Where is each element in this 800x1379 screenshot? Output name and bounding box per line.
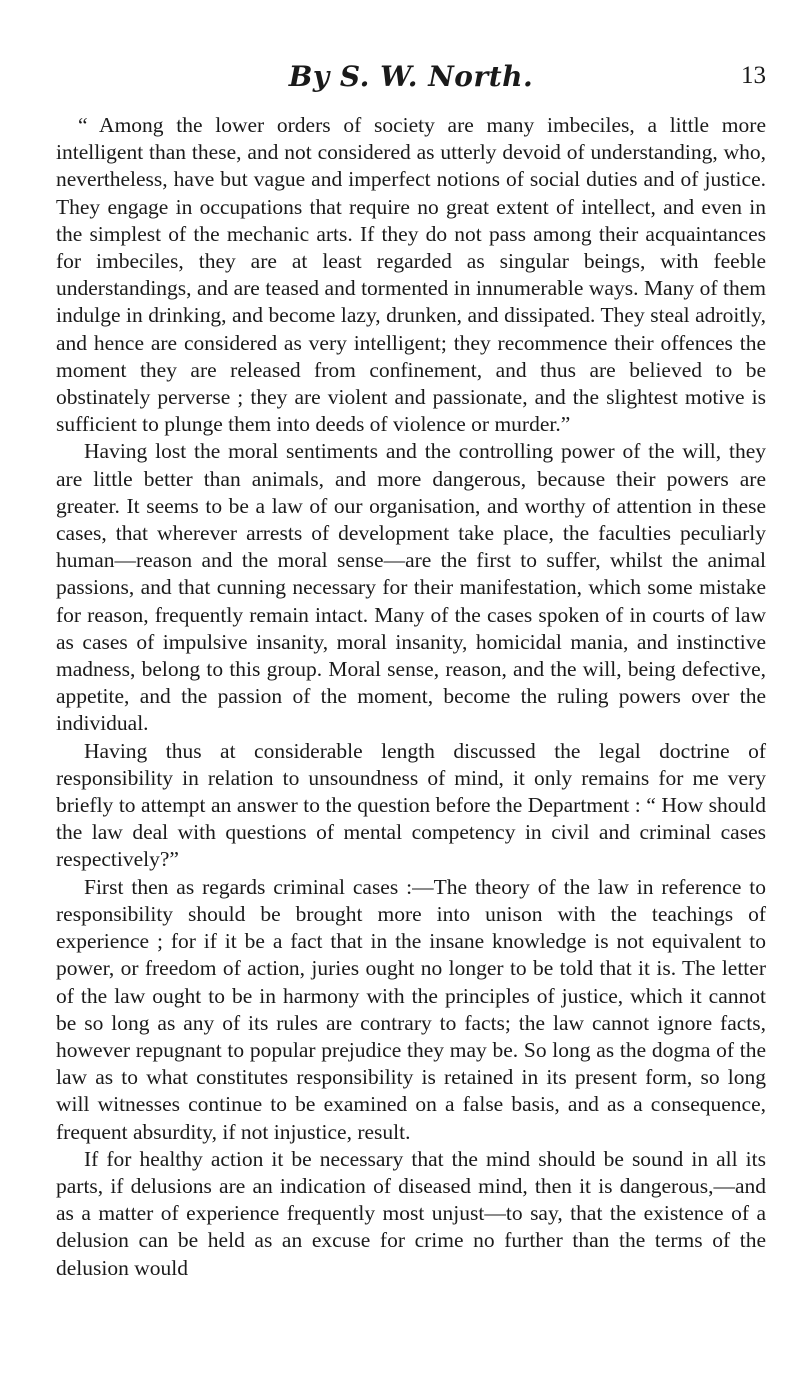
paragraph-criminal-cases: First then as regards criminal cases :—The theory of the law in reference to responsibility should be brought more into unison with the teachings of experience ; for if it be a fact that in the insane knowledge is not equivalent to power, or freedom of action, juries ought no longer to be told that it is. The letter of the law ought to be in harmony with the principles of justice, which it cannot be so long as any of its rules are contrary to facts; the law cannot ignore facts, however repugnant to popular prejudice they may be. So long as the dogma of the law as to what constitutes responsibility is retained in its present form, so long will witnesses continue to be examined on a false basis, and as a consequence, frequent absurdity, if not injustice, result. [56, 874, 766, 1144]
paragraph-healthy-action: If for healthy action it be necessary that the mind should be sound in all its parts, if delusions are an indication of diseased mind, then it is dangerous,—and as a matter of experience frequently most unjust—to say, that the existence of a delusion can be held as an excuse for crime no further than the terms of the delusion would [56, 1146, 766, 1280]
page-header [56, 60, 766, 98]
body-text [56, 112, 766, 1282]
paragraph-quotation: “ Among the lower orders of society are many imbeciles, a little more intelligent than these, and not considered as utterly devoid of understanding, who, nevertheless, have but vague and imperfect notions of social duties and of justice. They engage in occupations that require no great extent of intellect, and even in the simplest of the mechanic arts. If they do not pass among their acquaintances for imbeciles, they are at least regarded as singular beings, with feeble understandings, and are teased and tormented in innumerable ways. Many of them indulge in drinking, and become lazy, drunken, and dissipated. They steal adroitly, and hence are considered as very intelligent; they recommence their offences the moment they are released from confinement, and thus are believed to be obstinately perverse ; they are violent and passionate, and the slightest motive is sufficient to plunge them into deeds of violence or murder.” [56, 113, 766, 437]
page-number: 13 [741, 62, 766, 89]
paragraph-moral-sentiments: Having lost the moral sentiments and the controlling power of the will, they are little better than animals, and more dangerous, because their powers are greater. It seems to be a law of our organisation, and worthy of attention in these cases, that wherever arrests of development take place, the faculties peculiarly human—reason and the moral sense—are the first to suffer, whilst the animal passions, and that cunning necessary for their manifestation, which some mistake for reason, frequently remain intact. Many of the cases spoken of in courts of law as cases of impulsive insanity, moral insanity, homicidal mania, and instinctive madness, belong to this group. Moral sense, reason, and the will, being defective, appetite, and the passion of the moment, become the ruling powers over the individual. [56, 439, 766, 736]
paragraph-legal-doctrine: Having thus at considerable length discussed the legal doctrine of responsibility in relation to unsoundness of mind, it only remains for me very briefly to attempt an answer to the question before the Department : “ How should the law deal with questions of mental competency in civil and criminal cases respectively?” [56, 738, 766, 872]
running-head: By S. W. North. [288, 60, 534, 93]
